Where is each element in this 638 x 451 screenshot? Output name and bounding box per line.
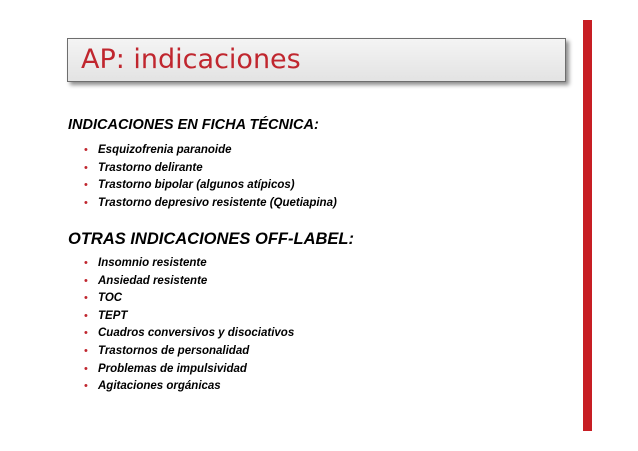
list-item bbox=[84, 361, 294, 379]
list-item bbox=[84, 255, 294, 273]
list-item-text: Insomnio resistente bbox=[98, 257, 207, 269]
accent-bar bbox=[583, 20, 592, 431]
list-item-text: Trastorno delirante bbox=[98, 161, 203, 174]
list-item bbox=[84, 378, 294, 396]
list-item bbox=[84, 308, 294, 326]
bullet-icon: • bbox=[84, 327, 88, 340]
list-item bbox=[84, 177, 337, 195]
section-heading-off-label: OTRAS INDICACIONES OFF-LABEL: bbox=[68, 230, 354, 248]
bullet-icon: • bbox=[84, 257, 88, 269]
list-item-text: TEPT bbox=[98, 309, 128, 322]
bullet-icon: • bbox=[84, 274, 88, 287]
bullet-icon: • bbox=[84, 292, 88, 305]
list-item bbox=[84, 290, 294, 308]
bullet-icon: • bbox=[84, 344, 88, 357]
bullet-icon: • bbox=[84, 380, 88, 393]
list-item-text: TOC bbox=[98, 292, 123, 305]
bullet-icon: • bbox=[84, 179, 88, 192]
list-item bbox=[84, 142, 337, 160]
title-box bbox=[67, 38, 566, 82]
list-item bbox=[84, 343, 294, 361]
on-label-indications-list bbox=[84, 142, 337, 212]
slide-title: AP: indicaciones bbox=[81, 44, 301, 75]
bullet-icon: • bbox=[84, 362, 88, 375]
list-item-text: Ansiedad resistente bbox=[98, 274, 208, 287]
list-item-text: Esquizofrenia paranoide bbox=[98, 144, 232, 156]
list-item-text: Agitaciones orgánicas bbox=[98, 380, 221, 393]
list-item-text: Trastorno depresivo resistente (Quetiapina) bbox=[98, 196, 337, 209]
bullet-icon: • bbox=[84, 144, 88, 156]
bullet-icon: • bbox=[84, 196, 88, 209]
list-item-text: Problemas de impulsividad bbox=[98, 362, 247, 375]
bullet-icon: • bbox=[84, 161, 88, 174]
list-item bbox=[84, 325, 294, 343]
list-item-text: Trastornos de personalidad bbox=[98, 344, 250, 357]
off-label-indications-list bbox=[84, 255, 294, 396]
section-heading-on-label: INDICACIONES EN FICHA TÉCNICA: bbox=[68, 117, 319, 133]
list-item bbox=[84, 195, 337, 213]
list-item-text: Cuadros conversivos y disociativos bbox=[98, 327, 295, 340]
list-item bbox=[84, 273, 294, 291]
bullet-icon: • bbox=[84, 309, 88, 322]
list-item-text: Trastorno bipolar (algunos atípicos) bbox=[98, 179, 295, 192]
list-item bbox=[84, 160, 337, 178]
